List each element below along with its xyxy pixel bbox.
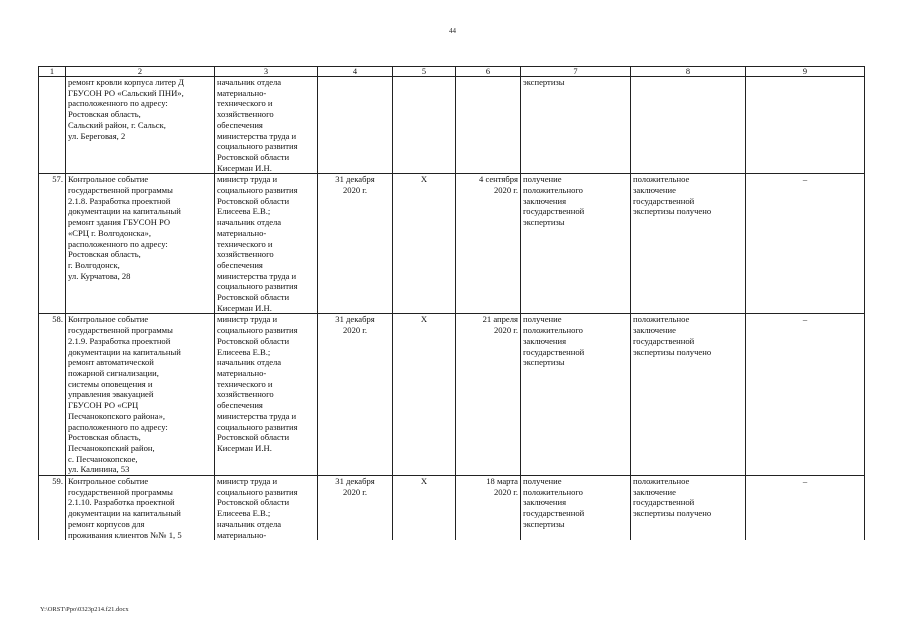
header-cell: 5 [393,67,456,77]
fact-date-cell: 4 сентября 2020 г. [456,174,521,314]
status-cell: положительное заключение государственной экспертизы получено [631,314,746,476]
responsible-cell: начальник отдела материально- технического и хозяйственного обеспечения министерства труда и социального развития Ростовской области Кисерман И.Н. [215,77,318,174]
table-row [39,174,865,314]
event-cell: Контрольное событие государственной программы 2.1.8. Разработка проектной документации на капитальный ремонт здания ГБУСОН РО «СРЦ г. Волгодонска», расположенного по адресу: Ростовская область, г. Волгодонск, ул. Курчатова, 28 [66,174,215,314]
page-number: 44 [449,27,456,35]
row-number-cell [39,77,66,174]
table-row [39,77,865,174]
status-cell: положительное заключение государственной экспертизы получено [631,476,746,541]
header-cell: 7 [521,67,631,77]
header-cell: 1 [39,67,66,77]
result-cell: получение положительного заключения государственной экспертизы [521,174,631,314]
plan-date-cell: 31 декабря 2020 г. [318,174,393,314]
row-number-cell: 58. [39,314,66,476]
note-cell: – [746,314,865,476]
plan-date-cell: 31 декабря 2020 г. [318,314,393,476]
x-mark-cell: X [393,476,456,541]
event-cell: ремонт кровли корпуса литер Д ГБУСОН РО «Сальский ПНИ», расположенного по адресу: Ростовская область, Сальский район, г. Сальск, ул. Береговая, 2 [66,77,215,174]
note-cell [746,77,865,174]
header-cell: 8 [631,67,746,77]
header-cell: 9 [746,67,865,77]
x-mark-cell: X [393,174,456,314]
table-body [39,67,865,541]
event-cell: Контрольное событие государственной программы 2.1.10. Разработка проектной документации на капитальный ремонт корпусов для проживания клиентов №№ 1, 5 [66,476,215,541]
header-cell: 3 [215,67,318,77]
fact-date-cell: 18 марта 2020 г. [456,476,521,541]
result-cell: получение положительного заключения государственной экспертизы [521,314,631,476]
responsible-cell: министр труда и социального развития Ростовской области Елисеева Е.В.; начальник отдела материально- [215,476,318,541]
table-row [39,314,865,476]
result-cell: экспертизы [521,77,631,174]
status-cell: положительное заключение государственной экспертизы получено [631,174,746,314]
row-number-cell: 59. [39,476,66,541]
responsible-cell: министр труда и социального развития Ростовской области Елисеева Е.В.; начальник отдела материально- технического и хозяйственного обеспечения министерства труда и социального развития Ростовской области Кисерман И.Н. [215,174,318,314]
x-mark-cell: X [393,314,456,476]
footer-file-path: Y:\ORST\Ppo\0323p214.f21.docx [40,606,129,613]
result-cell: получение положительного заключения государственной экспертизы [521,476,631,541]
row-number-cell: 57. [39,174,66,314]
note-cell: – [746,174,865,314]
note-cell: – [746,476,865,541]
table-header-row [39,67,865,77]
header-cell: 6 [456,67,521,77]
table-row [39,476,865,541]
plan-date-cell [318,77,393,174]
plan-date-cell: 31 декабря 2020 г. [318,476,393,541]
responsible-cell: министр труда и социального развития Ростовской области Елисеева Е.В.; начальник отдела материально- технического и хозяйственного обеспечения министерства труда и социального развития Ростовской области Кисерман И.Н. [215,314,318,476]
fact-date-cell: 21 апреля 2020 г. [456,314,521,476]
x-mark-cell [393,77,456,174]
header-cell: 2 [66,67,215,77]
fact-date-cell [456,77,521,174]
status-cell [631,77,746,174]
event-cell: Контрольное событие государственной программы 2.1.9. Разработка проектной документации на капитальный ремонт автоматической пожарной сигнализации, системы оповещения и управления эвакуацией ГБУСОН РО «СРЦ Песчанокопского района», расположенного по адресу: Ростовская область, Песчанокопский район, с. Песчанокопское, ул. Калинина, 53 [66,314,215,476]
report-table [38,66,865,540]
header-cell: 4 [318,67,393,77]
